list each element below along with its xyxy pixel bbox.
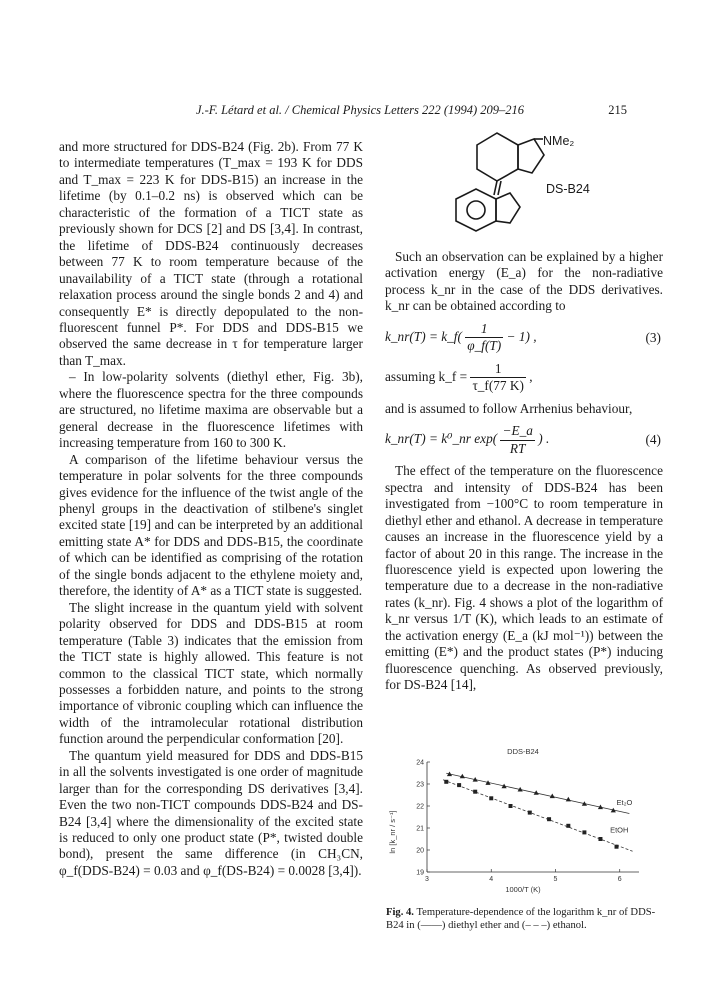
molecule-name: DS-B24 bbox=[546, 182, 590, 196]
paragraph: A comparison of the lifetime behaviour versus the temperature in polar solvents for the three compounds gives evidence for the influence of the twist angle of the phenyl groups in the deactivation of stilbene's singlet excited state [19] and can be interpreted by an additional emitting state A* for DDS and DDS-B15, the coordinate of which can be identified as comprising of the rotation of the single bonds adjacent to the ethylene moiety and, therefore, the identity of A* as a TICT state is suggested. bbox=[59, 451, 363, 599]
molecule-structure bbox=[422, 123, 602, 233]
fit-line bbox=[443, 780, 633, 851]
series-label: EtOH bbox=[610, 825, 629, 835]
data-point bbox=[444, 780, 448, 784]
equation-lhs: k_nr(T) = k⁰_nr exp( bbox=[385, 431, 498, 447]
x-tick-label: 4 bbox=[489, 876, 494, 883]
caption-label: Fig. 4. bbox=[386, 907, 414, 918]
y-axis-label: ln [k_nr / s⁻¹] bbox=[388, 810, 397, 854]
equation-fraction bbox=[465, 321, 503, 355]
equation-fraction bbox=[500, 423, 534, 457]
fraction-numerator: 1 bbox=[470, 361, 526, 378]
chart-title: DDS-B24 bbox=[507, 747, 539, 756]
equation-number: (3) bbox=[645, 329, 661, 345]
y-tick-label: 22 bbox=[416, 803, 424, 811]
paragraph: The slight increase in the quantum yield with solvent polarity observed for DDS and DDS-B15 at room temperature (Table 3) indicates that the emission from the TICT state is highly allowed. This feature is not common to the classical TICT state, which normally possesses a forbidden nature, and points to the strong importance of vibronic coupling which can influence the width of the intramolecular rotational distribution function around the perpendicular conformation [20]. bbox=[59, 599, 363, 747]
data-point bbox=[489, 796, 493, 800]
paragraph: The effect of the temperature on the fluorescence spectra and intensity of DDS-B24 has been investigated from −100°C to room temperature in diethyl ether and ethanol. A decrease in temperature causes an increase in the fluorescence yield by a factor of about 20 in this range. The increase in the fluorescence yield is expected upon lowering the temperature due to a decrease in the non-radiative rates (k_nr). Fig. 4 shows a plot of the logarithm of k_nr versus 1/T (K), which leads to an estimate of the activation energy (E_a (kJ mol⁻¹)) between the emitting (E*) and the product states (P*) inducing fluorescence quenching. As observed previously, for DS-B24 [14], bbox=[385, 463, 663, 693]
y-tick-label: 24 bbox=[416, 759, 424, 767]
data-point bbox=[582, 830, 586, 834]
running-header bbox=[0, 103, 720, 119]
data-point bbox=[473, 790, 477, 794]
y-tick-label: 23 bbox=[416, 781, 424, 789]
running-title: J.-F. Létard et al. / Chemical Physics Letters 222 (1994) 209–216 bbox=[195, 103, 525, 117]
x-axis-label: 1000/T (K) bbox=[505, 885, 541, 894]
y-tick-label: 21 bbox=[416, 825, 424, 833]
caption-text: Temperature-dependence of the logarithm k_nr of DDS-B24 in (——) diethyl ether and (– – –) ethanol. bbox=[386, 907, 656, 931]
data-point bbox=[528, 811, 532, 815]
assumption-text: assuming k_f = bbox=[385, 368, 468, 384]
data-point bbox=[615, 845, 619, 849]
equation-4 bbox=[385, 423, 663, 457]
y-tick-label: 19 bbox=[416, 869, 424, 877]
substituent-label: NMe₂ bbox=[543, 134, 575, 148]
fraction-denominator: φ_f(T) bbox=[467, 338, 502, 354]
fraction-numerator: 1 bbox=[465, 321, 503, 338]
right-column bbox=[385, 249, 663, 694]
figure-caption bbox=[386, 906, 666, 932]
x-tick-label: 6 bbox=[617, 876, 622, 883]
equation-lhs: k_nr(T) = k_f( bbox=[385, 328, 462, 344]
fraction-numerator: −E_a bbox=[500, 423, 534, 440]
chart-marks bbox=[443, 772, 633, 852]
fraction-denominator: τ_f(77 K) bbox=[472, 378, 524, 394]
chart-axes bbox=[416, 760, 639, 884]
data-point bbox=[598, 837, 602, 841]
data-point bbox=[566, 824, 570, 828]
data-point bbox=[566, 797, 571, 802]
paragraph: and is assumed to follow Arrhenius behaviour, bbox=[385, 400, 633, 416]
data-point bbox=[509, 804, 513, 808]
paragraph: Such an observation can be explained by a higher activation energy (E_a) for the non-radiative process k_nr in the case of the DDS derivatives. k_nr can be obtained according to bbox=[385, 249, 663, 314]
paragraph: – In low-polarity solvents (diethyl ether, Fig. 3b), where the fluorescence spectra for the three compounds are structured, no lifetime maxima are observable but a general decrease in the fluorescence lifetimes with increasing temperature from 160 to 300 K. bbox=[59, 369, 363, 451]
paragraph: The quantum yield measured for DDS and DDS-B15 in all the solvents investigated is one order of magnitude larger than for the corresponding DS derivatives [3,4]. Even the two non-TICT compounds DDS-B24 and DS-B24 [3,4] where the dimensionality of the excited state is reduced to only one product state (P*, twisted double bond), present the same difference (in CH₃CN, φ_f(DDS-B24) = 0.03 and φ_f(DS-B24) = 0.0028 [3,4]). bbox=[59, 747, 363, 878]
left-column bbox=[59, 139, 363, 879]
page-number: 215 bbox=[608, 103, 627, 117]
equation-number: (4) bbox=[645, 432, 661, 448]
series-label: Et₂O bbox=[616, 797, 633, 807]
x-tick-label: 3 bbox=[425, 876, 429, 883]
data-point bbox=[457, 783, 461, 787]
equation-3 bbox=[385, 321, 663, 355]
assumption-end: , bbox=[529, 368, 533, 384]
fraction-denominator: RT bbox=[509, 440, 526, 456]
equation-rhs: − 1) , bbox=[506, 328, 537, 344]
assumption bbox=[385, 361, 663, 395]
paragraph: and more structured for DDS-B24 (Fig. 2b). From 77 K to intermediate temperatures (T_max = 193 K for DDS and T_max = 223 K for DDS-B15) an increase in the lifetime (by 0.1–0.2 ns) is observed which can be characteristic of the formation of a TICT state as previously shown for DCS [2] and DS [3,4]. In contrast, the lifetime of DDS-B24 continuously decreases between 77 K to room temperature because of the unavailability of a TICT state (through a rotational relaxation process around the single bonds 2 and 4) and consequently E* is directly depopulated to the non-fluorescent funnel P*. For DDS and DDS-B15 we observed the same decrease in τ for temperature larger than T_max. bbox=[59, 139, 363, 368]
equation-rhs: ) . bbox=[538, 431, 550, 447]
y-tick-label: 20 bbox=[416, 847, 424, 855]
arrhenius-chart bbox=[383, 744, 663, 894]
equation-fraction bbox=[470, 361, 526, 395]
data-point bbox=[547, 817, 551, 821]
x-tick-label: 5 bbox=[553, 876, 558, 883]
